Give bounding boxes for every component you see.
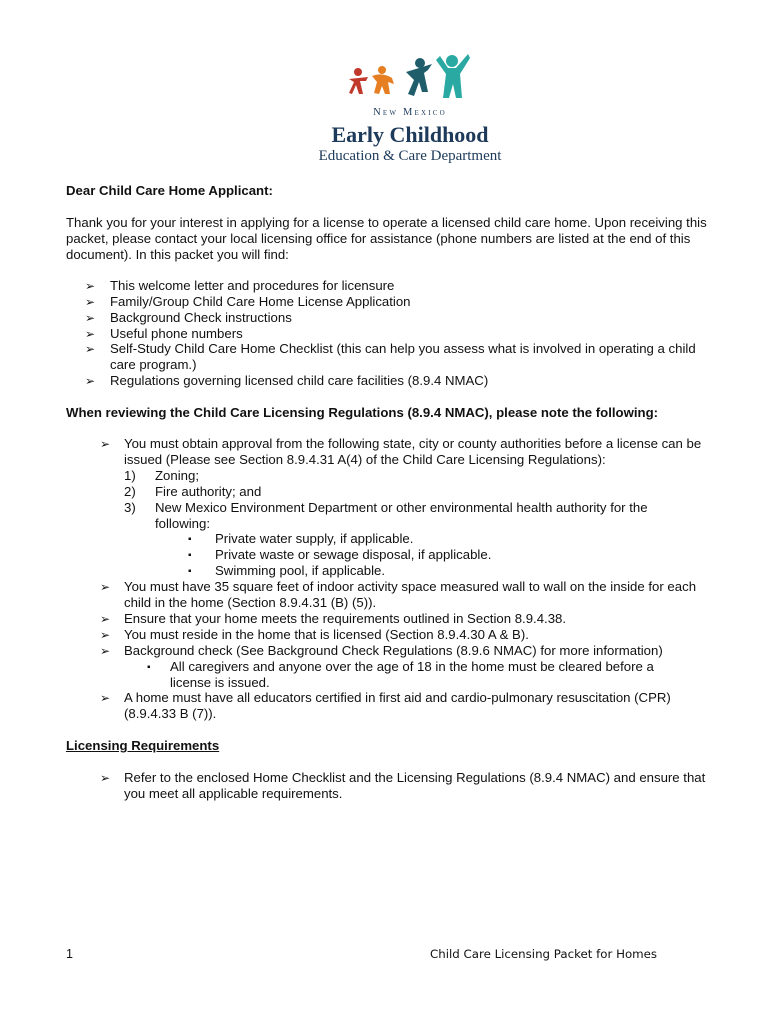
list-item: Private water supply, if applicable. [215,531,414,546]
arrow-bullet-icon: ➢ [85,279,96,293]
list-item: Background check (See Background Check Regulations (8.9.6 NMAC) for more information) [124,643,663,658]
greeting: Dear Child Care Home Applicant: [66,183,273,198]
list-item: All caregivers and anyone over the age of 18 in the home must be cleared before a license is issued. [170,659,654,690]
arrow-bullet-icon: ➢ [85,311,96,325]
list-item: Private waste or sewage disposal, if applicable. [215,547,492,562]
arrow-bullet-icon: ➢ [100,644,111,658]
list-number: 2) [124,484,136,499]
arrow-bullet-icon: ➢ [85,295,96,309]
licensing-heading: Licensing Requirements [66,738,220,753]
arrow-bullet-icon: ➢ [85,327,96,341]
review-heading: When reviewing the Child Care Licensing Regulations (8.9.4 NMAC), please note the following: [66,405,659,420]
intro-paragraph: Thank you for your interest in applying for a license to operate a licensed child care home. Upon receiving this packet, please contact your local licensing office for assistance (phone numbers are listed at the end of this document). In this packet you will find: [66,215,707,262]
list-item: A home must have all educators certified in first aid and cardio-pulmonary resuscitation (CPR) (8.9.4.33 B (7)). [124,690,671,721]
list-item: Self-Study Child Care Home Checklist (this can help you assess what is involved in operating a child care program.) [110,341,696,372]
children-figures-icon [344,52,474,102]
page-number: 1 [66,947,73,961]
list-item: Useful phone numbers [110,326,243,341]
list-item: New Mexico Environment Department or other environmental health authority for the following: [155,500,648,531]
logo-state: New Mexico [373,107,447,118]
list-item: You must obtain approval from the following state, city or county authorities before a license can be issued (Please see Section 8.9.4.31 A(4) of the Child Care Licensing Regulations): [124,436,702,467]
arrow-bullet-icon: ➢ [100,612,111,626]
square-bullet-icon: ▪ [188,550,192,561]
list-item: You must reside in the home that is licensed (Section 8.9.4.30 A & B). [124,627,529,642]
list-number: 1) [124,468,136,483]
arrow-bullet-icon: ➢ [100,437,111,451]
list-item: Fire authority; and [155,484,262,499]
square-bullet-icon: ▪ [188,566,192,577]
list-item: This welcome letter and procedures for licensure [110,278,395,293]
list-number: 3) [124,500,136,515]
square-bullet-icon: ▪ [188,534,192,545]
list-item: Swimming pool, if applicable. [215,563,386,578]
arrow-bullet-icon: ➢ [85,374,96,388]
footer-title: Child Care Licensing Packet for Homes [430,947,658,961]
logo-title: Early Childhood [331,122,489,147]
arrow-bullet-icon: ➢ [100,691,111,705]
arrow-bullet-icon: ➢ [100,628,111,642]
list-item: You must have 35 square feet of indoor activity space measured wall to wall on the inside for each child in the home (Section 8.9.4.31 (B) (5)). [124,579,697,610]
list-item: Family/Group Child Care Home License Application [110,294,411,309]
arrow-bullet-icon: ➢ [85,342,96,356]
arrow-bullet-icon: ➢ [100,580,111,594]
square-bullet-icon: ▪ [147,662,151,673]
list-item: Background Check instructions [110,310,292,325]
list-item: Refer to the enclosed Home Checklist and the Licensing Regulations (8.9.4 NMAC) and ensure that you meet all applicable requirements. [124,770,706,801]
list-item: Regulations governing licensed child care facilities (8.9.4 NMAC) [110,373,489,388]
logo-subtitle: Education & Care Department [318,148,502,164]
list-item: Ensure that your home meets the requirements outlined in Section 8.9.4.38. [124,611,567,626]
list-item: Zoning; [155,468,199,483]
arrow-bullet-icon: ➢ [100,771,111,785]
